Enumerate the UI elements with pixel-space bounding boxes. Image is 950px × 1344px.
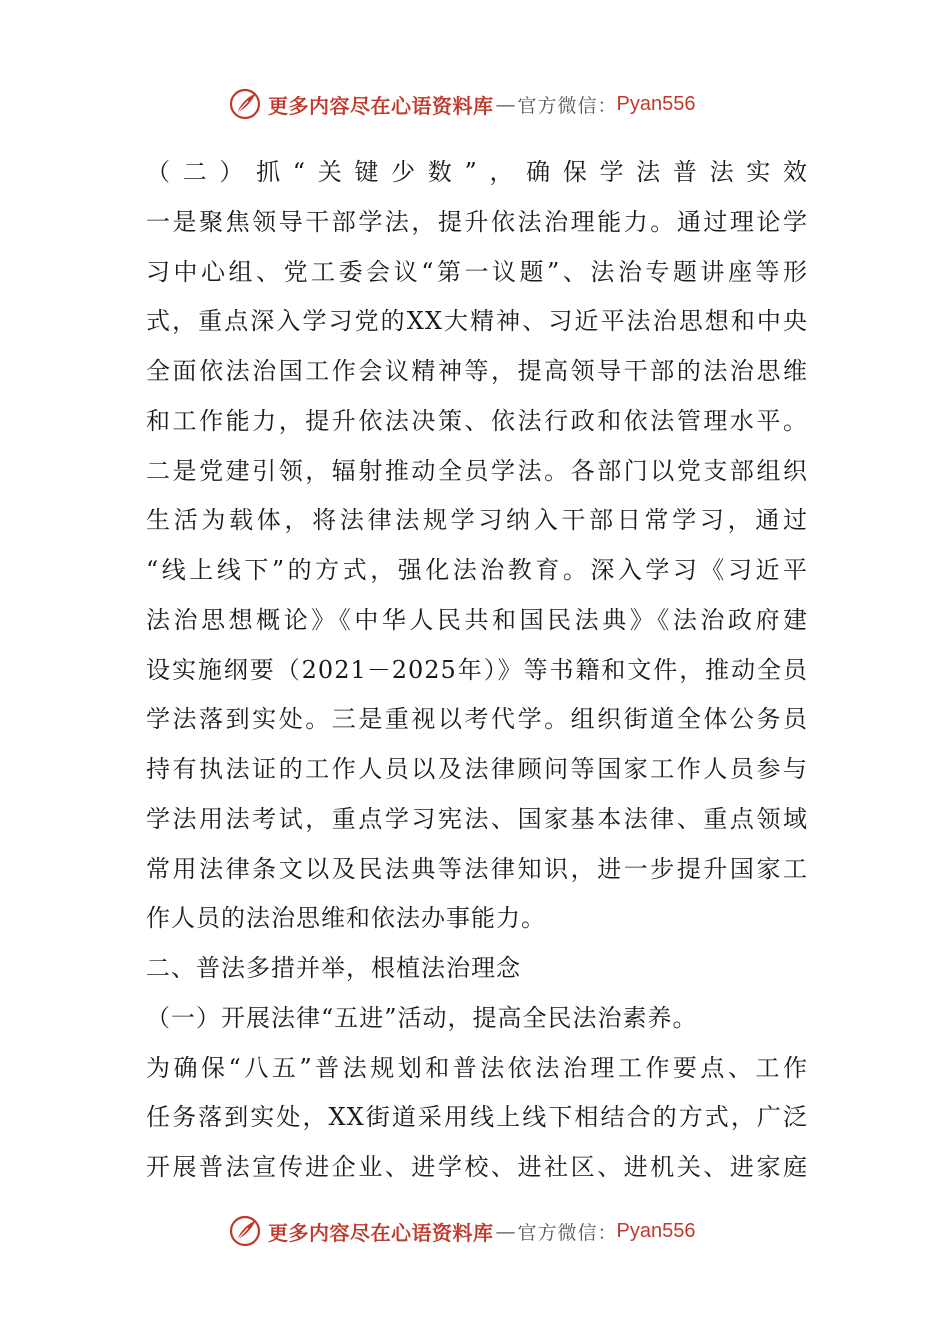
text-line: 学法落到实处。三是重视以考代学。组织街道全体公务员 xyxy=(146,705,808,734)
text-line: 任务落到实处，XX街道采用线上线下相结合的方式，广泛 xyxy=(146,1103,808,1132)
text-line: 一是聚焦领导干部学法，提升依法治理能力。通过理论学 xyxy=(146,207,808,236)
text-line: 全面依法治国工作会议精神等，提高领导干部的法治思维 xyxy=(146,357,808,385)
quill-logo-icon xyxy=(228,1214,262,1248)
header-wechat-id: Pyan556 xyxy=(616,92,696,115)
header-watermark xyxy=(228,84,696,124)
text-line: 为确保“八五”普法规划和普法依法治理工作要点、工作 xyxy=(146,1053,808,1082)
footer-wechat-id: Pyan556 xyxy=(616,1219,696,1242)
text-line: 常用法律条文以及民法典等法律知识，进一步提升国家工 xyxy=(146,854,808,883)
text-line: 和工作能力，提升依法决策、依法行政和依法管理水平。 xyxy=(146,406,808,435)
header-official-label: 官方微信 xyxy=(517,94,598,117)
text-line: （二）抓“关键少数”，确保学法普法实效 xyxy=(146,158,808,186)
text-line: 法治思想概论》《中华人民共和国民法典》《法治政府建 xyxy=(146,605,808,634)
header-colon: ： xyxy=(597,94,617,117)
text-line: 二是党建引领，辐射推动全员学法。各部门以党支部组织 xyxy=(146,456,808,485)
quill-logo-icon xyxy=(228,87,262,121)
text-line: 设实施纲要（2021－2025年）》等书籍和文件，推动全员 xyxy=(146,655,808,684)
text-line: 式，重点深入学习党的XX大精神、习近平法治思想和中央 xyxy=(146,307,808,336)
text-line: 习中心组、党工委会议“第一议题”、法治专题讲座等形 xyxy=(146,257,808,286)
text-line: 作人员的法治思维和依法办事能力。 xyxy=(146,904,546,933)
body-text xyxy=(146,148,808,1193)
header-dash: — xyxy=(495,92,516,116)
subsection-heading: （一）开展法律“五进”活动，提高全民法治素养。 xyxy=(146,1003,698,1032)
section-heading: 二、普法多措并举，根植法治理念 xyxy=(146,954,521,982)
header-brand: 更多内容尽在心语资料库 xyxy=(268,93,494,118)
footer-colon: ： xyxy=(597,1221,617,1244)
text-line: 生活为载体，将法律法规学习纳入干部日常学习，通过 xyxy=(146,506,808,535)
footer-dash: — xyxy=(495,1219,516,1243)
footer-brand: 更多内容尽在心语资料库 xyxy=(268,1220,494,1245)
text-line: 开展普法宣传进企业、进学校、进社区、进机关、进家庭 xyxy=(146,1153,808,1181)
text-line: 学法用法考试，重点学习宪法、国家基本法律、重点领域 xyxy=(146,804,808,833)
text-line: 持有执法证的工作人员以及法律顾问等国家工作人员参与 xyxy=(146,755,808,783)
footer-official-label: 官方微信 xyxy=(517,1221,598,1244)
text-line: “线上线下”的方式，强化法治教育。深入学习《习近平 xyxy=(146,556,808,584)
footer-watermark xyxy=(228,1211,696,1251)
